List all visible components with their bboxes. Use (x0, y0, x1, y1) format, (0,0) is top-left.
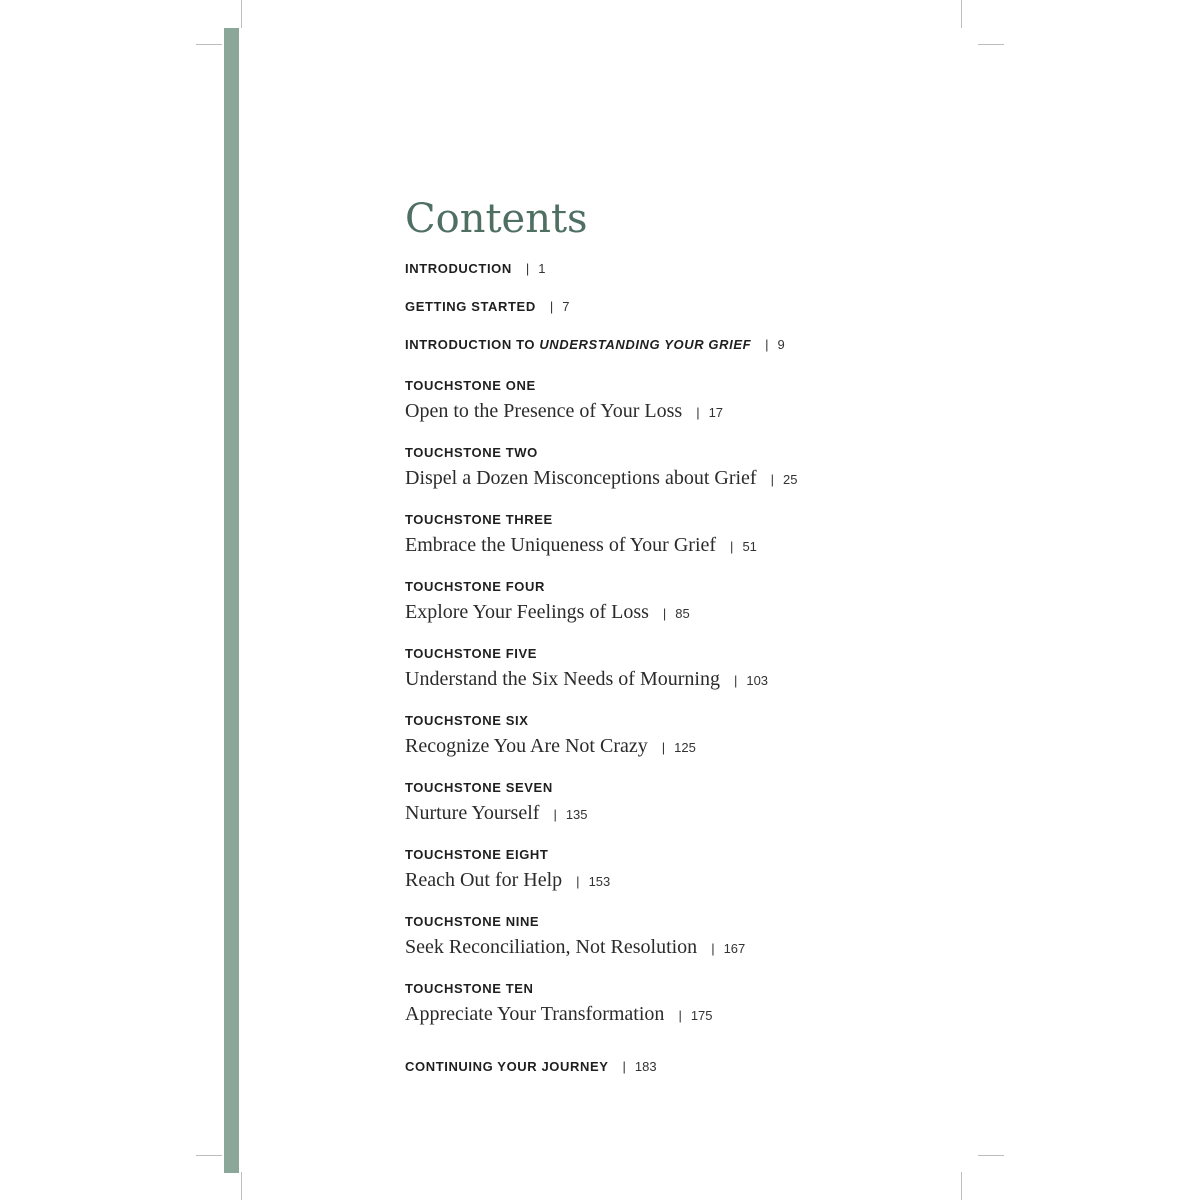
touchstone-title: Recognize You Are Not Crazy (405, 735, 648, 757)
toc-separator: | (696, 405, 700, 420)
toc-page-number: 1 (538, 261, 546, 276)
toc-page-number: 167 (723, 941, 746, 956)
toc-page-number: 25 (782, 472, 798, 487)
toc-page-number: 9 (777, 337, 785, 352)
toc-page-number: 85 (675, 606, 690, 621)
toc-entry-touchstone-ten[interactable] (405, 981, 965, 1048)
toc-entry-label: INTRODUCTION (405, 261, 512, 276)
toc-entry-touchstone-two[interactable] (405, 445, 965, 512)
table-of-contents (405, 196, 965, 1096)
toc-entry-label (405, 337, 751, 352)
touchstone-title: Explore Your Feelings of Loss (405, 601, 649, 623)
toc-separator: | (553, 807, 557, 822)
toc-separator: | (765, 337, 769, 352)
crop-mark-bottom-left (196, 1155, 222, 1156)
toc-separator: | (678, 1008, 682, 1023)
toc-entry-introduction[interactable] (405, 260, 965, 298)
touchstone-title: Appreciate Your Transformation (405, 1003, 665, 1025)
toc-separator: | (549, 299, 554, 314)
touchstone-title: Seek Reconciliation, Not Resolution (405, 936, 698, 958)
toc-separator: | (661, 740, 666, 755)
toc-entry-touchstone-five[interactable] (405, 646, 965, 713)
toc-entry-intro-understanding[interactable] (405, 336, 965, 378)
toc-entry-touchstone-seven[interactable] (405, 780, 965, 847)
touchstone-title: Open to the Presence of Your Loss (405, 400, 683, 422)
touchstone-title: Reach Out for Help (405, 869, 563, 891)
toc-entry-label: GETTING STARTED (405, 299, 536, 314)
toc-page-number: 175 (690, 1008, 713, 1023)
toc-separator: | (525, 261, 530, 276)
crop-mark-top-left-vertical (241, 0, 242, 28)
toc-entry-label-book-title: UNDERSTANDING YOUR GRIEF (539, 337, 752, 352)
book-spine-band (224, 28, 239, 1173)
touchstone-label: TOUCHSTONE EIGHT (405, 847, 549, 862)
touchstone-title: Understand the Six Needs of Mourning (405, 668, 720, 690)
toc-page-number: 103 (746, 673, 769, 688)
touchstone-label: TOUCHSTONE TWO (405, 445, 538, 460)
crop-mark-bottom-right-vertical (961, 1172, 962, 1200)
toc-entry-label: CONTINUING YOUR JOURNEY (405, 1059, 609, 1074)
toc-entry-getting-started[interactable] (405, 298, 965, 336)
toc-separator: | (576, 874, 580, 889)
toc-entry-touchstone-eight[interactable] (405, 847, 965, 914)
toc-page-number: 135 (565, 807, 588, 822)
crop-mark-top-right (978, 44, 1004, 45)
toc-page-number: 153 (588, 874, 611, 889)
toc-page-number: 17 (708, 405, 724, 420)
toc-separator: | (622, 1059, 626, 1074)
touchstone-label: TOUCHSTONE THREE (405, 512, 553, 527)
crop-mark-top-right-vertical (961, 0, 962, 28)
toc-separator: | (730, 539, 734, 554)
toc-entry-touchstone-four[interactable] (405, 579, 965, 646)
touchstone-title: Dispel a Dozen Misconceptions about Grief (405, 467, 757, 489)
toc-page-number: 7 (562, 299, 570, 314)
toc-entry-continuing-your-journey[interactable] (405, 1058, 965, 1096)
touchstone-label: TOUCHSTONE SIX (405, 713, 529, 728)
toc-page-number: 125 (674, 740, 696, 755)
touchstone-label: TOUCHSTONE TEN (405, 981, 534, 996)
crop-mark-bottom-right (978, 1155, 1004, 1156)
touchstone-title: Embrace the Uniqueness of Your Grief (405, 534, 717, 556)
toc-separator: | (770, 472, 774, 487)
touchstone-label: TOUCHSTONE SEVEN (405, 780, 553, 795)
toc-entry-label-prefix: INTRODUCTION TO (405, 337, 540, 352)
toc-entry-touchstone-nine[interactable] (405, 914, 965, 981)
toc-entry-touchstone-three[interactable] (405, 512, 965, 579)
touchstone-label: TOUCHSTONE FIVE (405, 646, 538, 661)
contents-heading: Contents (405, 196, 588, 242)
toc-page-number: 183 (634, 1059, 657, 1074)
crop-mark-bottom-left-vertical (241, 1172, 242, 1200)
toc-entry-touchstone-one[interactable] (405, 378, 965, 445)
toc-page-number: 51 (742, 539, 757, 554)
touchstone-label: TOUCHSTONE ONE (405, 378, 536, 393)
touchstone-label: TOUCHSTONE FOUR (405, 579, 545, 594)
toc-entry-touchstone-six[interactable] (405, 713, 965, 780)
crop-mark-top-left (196, 44, 222, 45)
touchstone-title: Nurture Yourself (405, 802, 540, 824)
toc-separator: | (662, 606, 667, 621)
toc-separator: | (711, 941, 715, 956)
toc-separator: | (733, 673, 738, 688)
touchstone-label: TOUCHSTONE NINE (405, 914, 540, 929)
